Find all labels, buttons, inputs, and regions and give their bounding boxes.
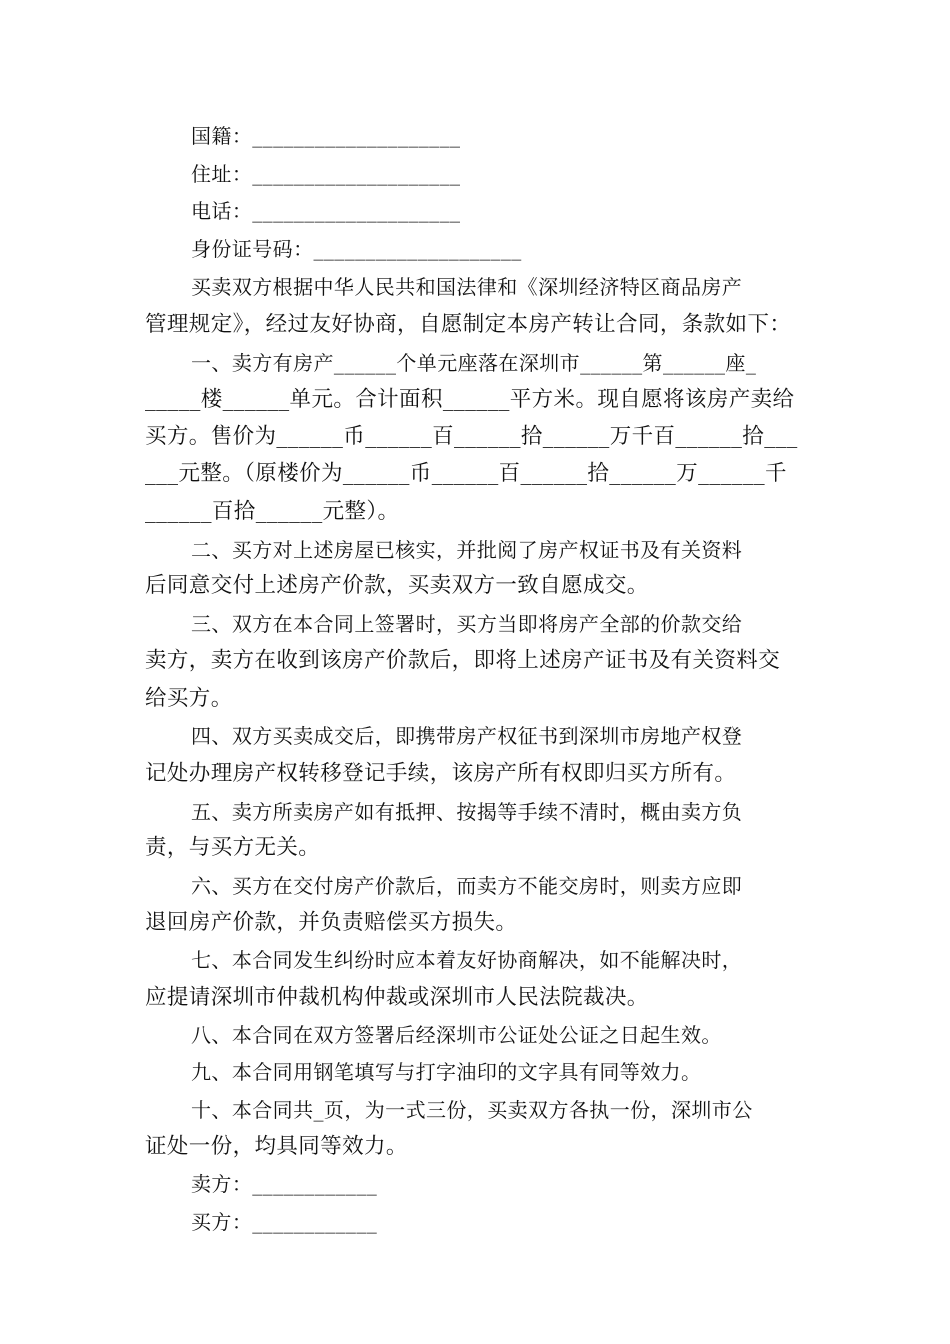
clause-2-line: 二、买方对上述房屋已核实，并批阅了房产权证书及有关资料 [191,538,743,562]
seller-signature-field: 卖方：____________ [191,1172,378,1196]
clause-2-line: 后同意交付上述房产价款，买卖双方一致自愿成交。 [145,573,649,598]
address-field: 住址：____________________ [191,162,461,186]
clause-6-line: 退回房产价款，并负责赔偿买方损失。 [145,910,518,935]
clause-1-line: ______百拾______元整）。 [145,499,400,524]
buyer-signature-field: 买方：____________ [191,1210,378,1234]
clause-7-line: 七、本合同发生纠纷时应本着友好协商解决，如不能解决时， [191,948,743,972]
clause-3-line: 卖方，卖方在收到该房产价款后，即将上述房产证书及有关资料交 [145,648,781,673]
clause-9-line: 九、本合同用钢笔填写与打字油印的文字具有同等效力。 [191,1060,702,1084]
clause-10-line: 证处一份，均具同等效力。 [145,1134,408,1159]
clause-5-line: 责，与买方无关。 [145,835,321,860]
clause-6-line: 六、买方在交付房产价款后，而卖方不能交房时，则卖方应即 [191,874,743,898]
clause-3-line: 三、双方在本合同上签署时，买方当即将房产全部的价款交给 [191,612,743,636]
clause-1-line: ___元整。（原楼价为______币______百______拾______万______千 [145,461,787,486]
id-number-field: 身份证号码：____________________ [191,237,522,261]
clause-1-line: _____楼______单元。合计面积______平方米。现自愿将该房产卖给 [145,387,795,412]
nationality-field: 国籍：____________________ [191,124,461,148]
clause-1-line: 买方。售价为______币______百______拾______万千百______拾___ [145,424,798,449]
intro-paragraph-line: 管理规定》，经过友好协商，自愿制定本房产转让合同，条款如下： [145,312,792,337]
clause-10-line: 十、本合同共_页，为一式三份，买卖双方各执一份，深圳市公 [191,1098,753,1122]
clause-4-line: 记处办理房产权转移登记手续，该房产所有权即归买方所有。 [145,761,737,786]
clause-4-line: 四、双方买卖成交后，即携带房产权征书到深圳市房地产权登 [191,724,743,748]
intro-paragraph-line: 买卖双方根据中华人民共和国法律和《深圳经济特区商品房产 [191,275,743,299]
clause-8-line: 八、本合同在双方签署后经深圳市公证处公证之日起生效。 [191,1023,722,1047]
clause-3-line: 给买方。 [145,686,233,711]
clause-7-line: 应提请深圳市仲裁机构仲裁或深圳市人民法院裁决。 [145,985,649,1010]
phone-field: 电话：____________________ [191,199,461,223]
clause-5-line: 五、卖方所卖房产如有抵押、按揭等手续不清时，概由卖方负 [191,800,743,824]
clause-1-line: 一、卖方有房产______个单元座落在深圳市______第______座_ [191,351,757,375]
